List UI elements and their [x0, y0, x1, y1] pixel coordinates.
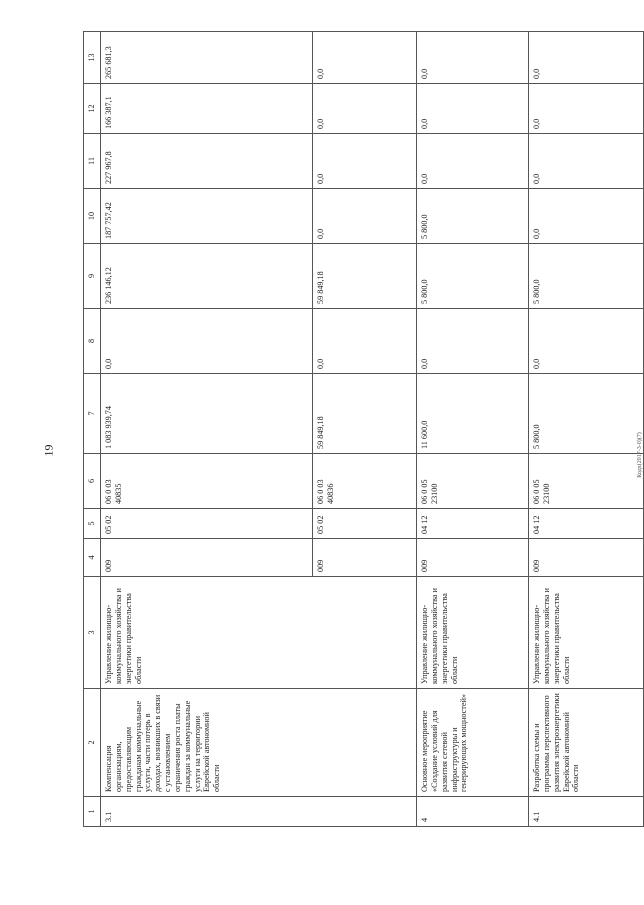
- row-number: 4.1: [529, 797, 644, 827]
- rotated-table-container: [83, 32, 643, 827]
- amount-cell: 59 849,18: [313, 244, 417, 309]
- column-header: 4: [84, 539, 101, 577]
- amount-cell: 0,0: [313, 309, 417, 374]
- amount-cell: 0,0: [529, 309, 644, 374]
- amount-cell: 0,0: [417, 84, 529, 134]
- document-code: Кодх(2017-3-0)(7): [637, 432, 643, 478]
- ministry-code: 009: [313, 539, 417, 577]
- target-article: 06 0 03 40836: [313, 454, 417, 509]
- column-header: 11: [84, 134, 101, 189]
- column-header: 12: [84, 84, 101, 134]
- target-article: 06 0 05 23100: [417, 454, 529, 509]
- amount-total: 1 083 939,74: [101, 374, 313, 454]
- column-header: 9: [84, 244, 101, 309]
- amount-cell: 236 146,12: [101, 244, 313, 309]
- section-code: 04 12: [529, 509, 644, 539]
- measure-name: Разработка схемы и программы перспективного развития электроэнергетики Еврейской автономной области: [529, 689, 644, 797]
- section-code: 04 12: [417, 509, 529, 539]
- amount-cell: 265 681,3: [101, 32, 313, 84]
- table-row: [417, 32, 529, 827]
- amount-cell: 5 800,0: [529, 244, 644, 309]
- column-header: 10: [84, 189, 101, 244]
- responsible-executor: Управление жилищно-коммунального хозяйства и энергетики правительства области: [417, 577, 529, 689]
- table-row: [101, 32, 313, 827]
- amount-cell: 0,0: [417, 32, 529, 84]
- amount-cell: 0,0: [313, 84, 417, 134]
- amount-cell: 5 800,0: [417, 189, 529, 244]
- amount-cell: 166 387,1: [101, 84, 313, 134]
- amount-cell: 0,0: [101, 309, 313, 374]
- amount-cell: 0,0: [313, 134, 417, 189]
- column-header: 8: [84, 309, 101, 374]
- column-number-row: [84, 32, 101, 827]
- amount-cell: 0,0: [529, 189, 644, 244]
- amount-total: 59 849,18: [313, 374, 417, 454]
- amount-total: 11 600,0: [417, 374, 529, 454]
- column-header: 5: [84, 509, 101, 539]
- amount-cell: 0,0: [529, 32, 644, 84]
- ministry-code: 009: [417, 539, 529, 577]
- column-header: 7: [84, 374, 101, 454]
- target-article: 06 0 03 40835: [101, 454, 313, 509]
- amount-cell: 0,0: [529, 84, 644, 134]
- row-number: 3.1: [101, 797, 417, 827]
- section-code: 05 02: [101, 509, 313, 539]
- amount-cell: 0,0: [529, 134, 644, 189]
- amount-total: 5 800,0: [529, 374, 644, 454]
- amount-cell: 0,0: [313, 32, 417, 84]
- budget-table: [83, 31, 644, 827]
- responsible-executor: Управление жилищно-коммунального хозяйства и энергетики правительства области: [529, 577, 644, 689]
- responsible-executor: Управление жилищно-коммунального хозяйства и энергетики правительства области: [101, 577, 417, 689]
- row-number: 4: [417, 797, 529, 827]
- column-header: 6: [84, 454, 101, 509]
- column-header: 13: [84, 32, 101, 84]
- amount-cell: 0,0: [313, 189, 417, 244]
- page-number: 19: [41, 444, 56, 457]
- amount-cell: 187 757,42: [101, 189, 313, 244]
- amount-cell: 0,0: [417, 134, 529, 189]
- measure-name: Основное мероприятие «Создание условий для развития сетевой инфраструктуры и генерирующих мощностей»: [417, 689, 529, 797]
- column-header: 1: [84, 797, 101, 827]
- column-header: 2: [84, 689, 101, 797]
- amount-cell: 0,0: [417, 309, 529, 374]
- table-row: [529, 32, 644, 827]
- amount-cell: 5 800,0: [417, 244, 529, 309]
- measure-name: Компенсация организациям, предоставляющим гражданам коммунальные услуги, части потерь в доходах, возникших в связи с установлением ограничения роста платы граждан за коммунальные услуги на территории Еврейской автономной области: [101, 689, 417, 797]
- amount-cell: 227 967,8: [101, 134, 313, 189]
- target-article: 06 0 05 23100: [529, 454, 644, 509]
- ministry-code: 009: [101, 539, 313, 577]
- column-header: 3: [84, 577, 101, 689]
- section-code: 05 02: [313, 509, 417, 539]
- ministry-code: 009: [529, 539, 644, 577]
